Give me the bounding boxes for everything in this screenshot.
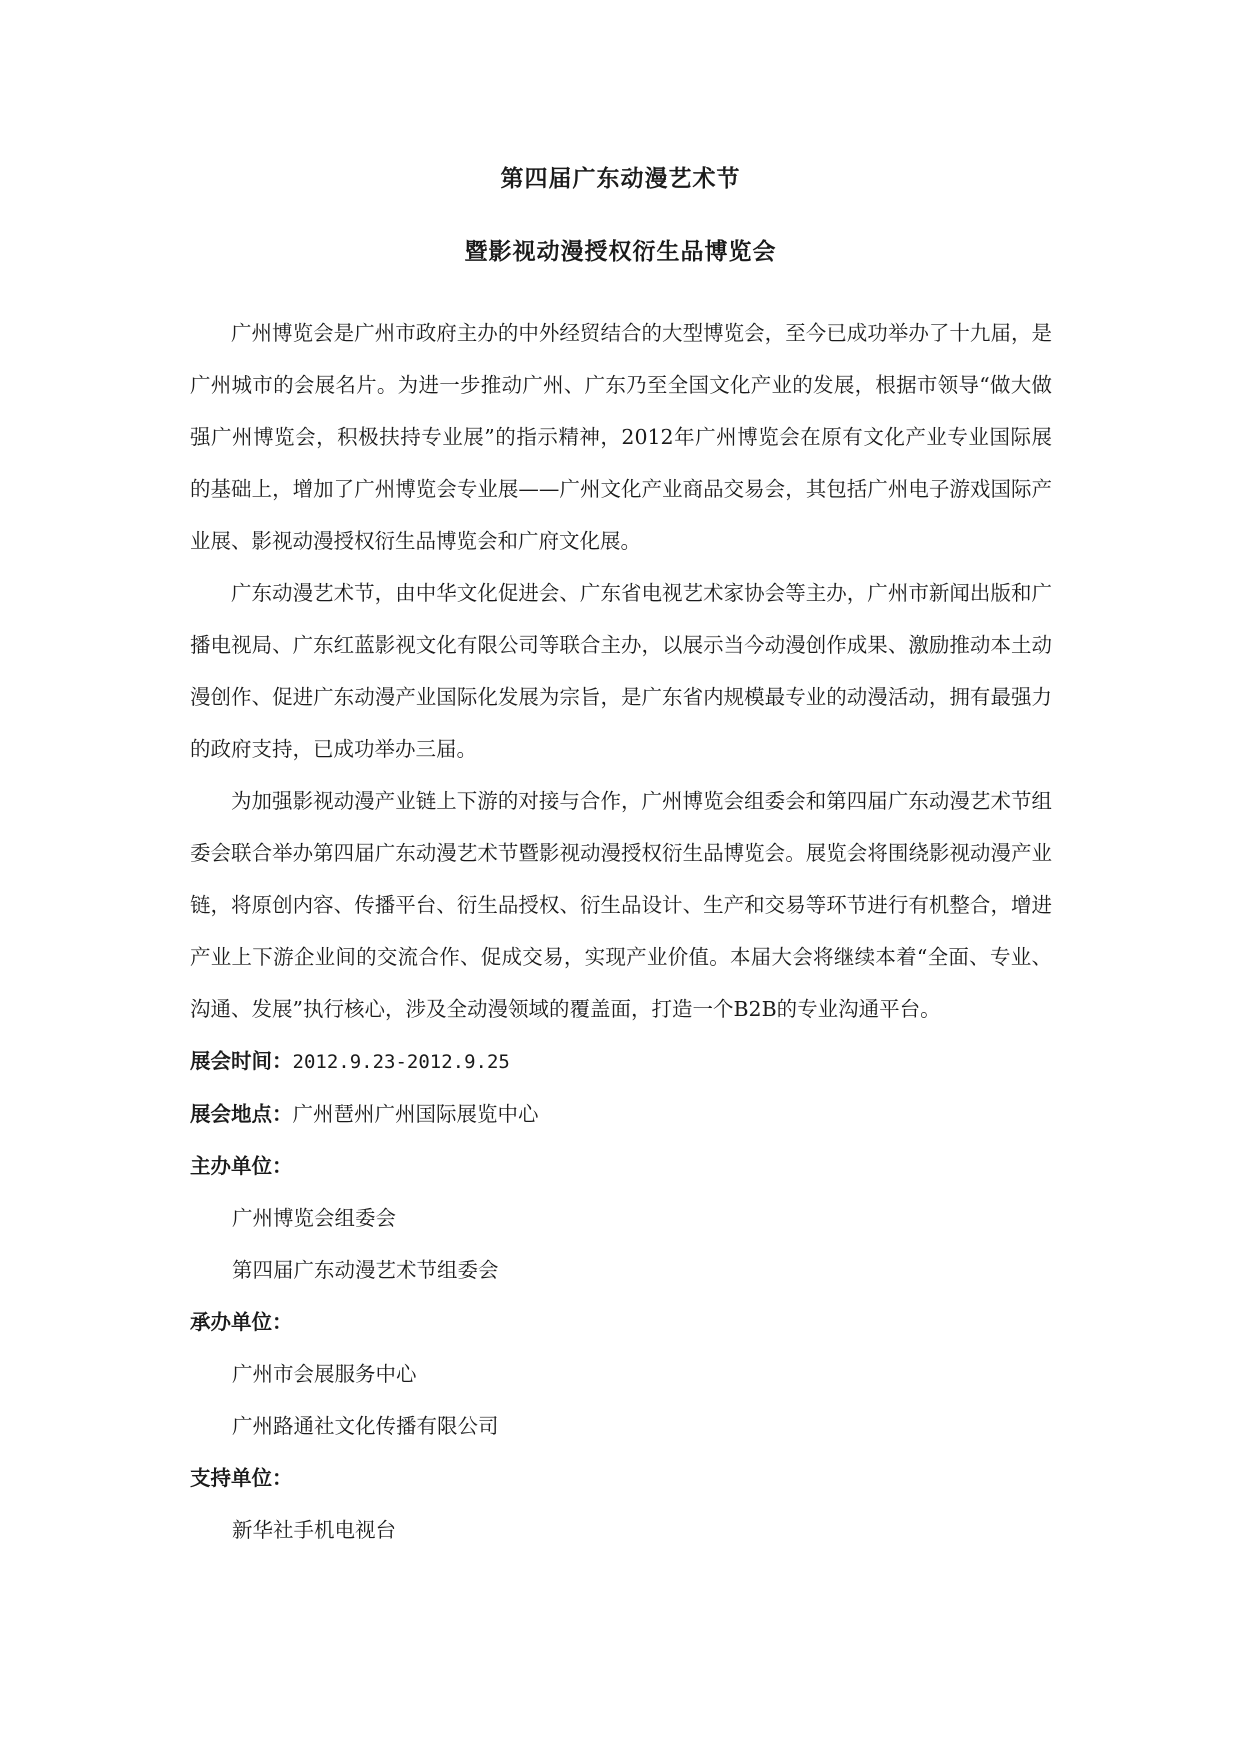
undertaker-item: 广州市会展服务中心 [232, 1362, 417, 1386]
title-line-2: 暨影视动漫授权衍生品博览会 [464, 239, 777, 265]
undertaker-item: 广州路通社文化传播有限公司 [232, 1414, 499, 1438]
exhibition-venue-label: 展会地点： [190, 1102, 293, 1126]
intro-paragraph-3: 为加强影视动漫产业链上下游的对接与合作，广州博览会组委会和第四届广东动漫艺术节组委会联合举办第四届广东动漫艺术节暨影视动漫授权衍生品博览会。展览会将围绕影视动漫产业链，将原创内容、传播平台、衍生品授权、衍生品设计、生产和交易等环节进行有机整合，增进产业上下游企业间的交流合作、促成交易，实现产业价值。本届大会将继续本着“全面、专业、沟通、发展”执行核心，涉及全动漫领域的覆盖面，打造一个B2B的专业沟通平台。 [190, 789, 1052, 1021]
exhibition-time-label: 展会时间： [190, 1049, 293, 1073]
organizer-item: 第四届广东动漫艺术节组委会 [232, 1258, 499, 1282]
organizer-item: 广州博览会组委会 [232, 1206, 396, 1230]
title-line-1: 第四届广东动漫艺术节 [500, 166, 741, 192]
intro-paragraph-2: 广东动漫艺术节，由中华文化促进会、广东省电视艺术家协会等主办，广州市新闻出版和广播电视局、广东红蓝影视文化有限公司等联合主办，以展示当今动漫创作成果、激励推动本土动漫创作、促进广东动漫产业国际化发展为宗旨，是广东省内规模最专业的动漫活动，拥有最强力的政府支持，已成功举办三届。 [190, 581, 1052, 761]
supporter-item: 新华社手机电视台 [232, 1518, 396, 1542]
undertaker-label: 承办单位： [190, 1310, 293, 1334]
exhibition-venue-value: 广州琶州广州国际展览中心 [292, 1102, 539, 1126]
supporter-label: 支持单位： [190, 1466, 293, 1490]
exhibition-time-value: 2012.9.23-2012.9.25 [292, 1051, 510, 1073]
organizer-label: 主办单位： [190, 1154, 293, 1178]
intro-paragraph-1: 广州博览会是广州市政府主办的中外经贸结合的大型博览会，至今已成功举办了十九届，是广州城市的会展名片。为进一步推动广州、广东乃至全国文化产业的发展，根据市领导“做大做强广州博览会，积极扶持专业展”的指示精神，2012年广州博览会在原有文化产业专业国际展的基础上，增加了广州博览会专业展——广州文化产业商品交易会，其包括广州电子游戏国际产业展、影视动漫授权衍生品博览会和广府文化展。 [190, 321, 1052, 553]
exhibition-venue [190, 1088, 1052, 1140]
exhibition-time [190, 1035, 1052, 1088]
document-body [190, 307, 1052, 1556]
